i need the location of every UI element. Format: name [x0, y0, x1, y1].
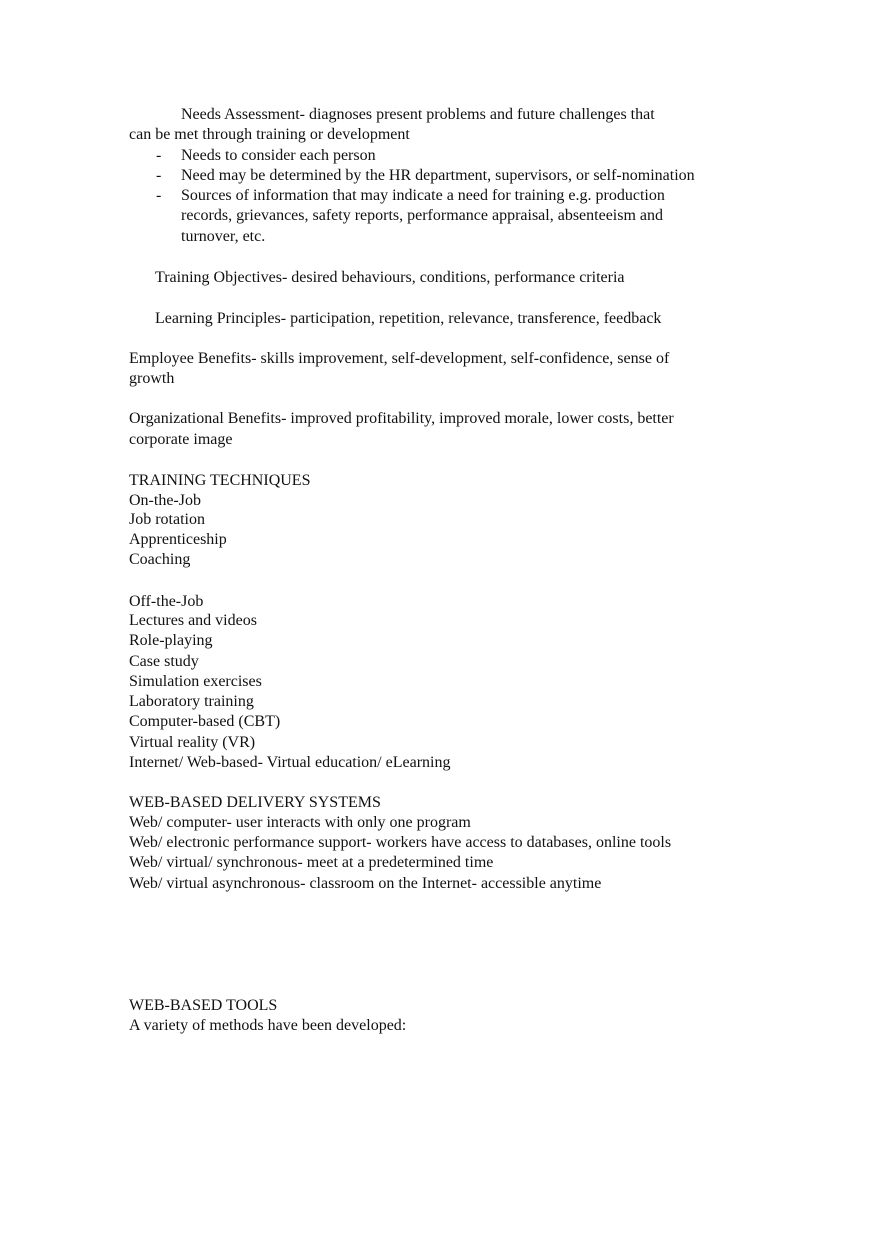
list-item: Laboratory training [129, 693, 254, 710]
list-item: Apprenticeship [129, 531, 227, 548]
list-item: Lectures and videos [129, 612, 257, 629]
needs-assessment-line-2: can be met through training or development [129, 126, 410, 143]
web-tools-intro: A variety of methods have been developed: [129, 1017, 407, 1034]
bullet-marker: - [156, 167, 162, 184]
list-item: Simulation exercises [129, 673, 262, 690]
list-item: Computer-based (CBT) [129, 713, 281, 730]
list-item: Web/ electronic performance support- workers have access to databases, online tools [129, 834, 672, 851]
list-item: Case study [129, 653, 199, 670]
learning-principles: Learning Principles- participation, repetition, relevance, transference, feedback [155, 310, 662, 327]
list-item: Role-playing [129, 632, 213, 649]
organizational-benefits-line-1: Organizational Benefits- improved profitability, improved morale, lower costs, better [129, 410, 674, 427]
needs-bullet-2: Need may be determined by the HR department, supervisors, or self-nomination [181, 167, 695, 184]
list-item: Web/ virtual asynchronous- classroom on the Internet- accessible anytime [129, 875, 602, 892]
organizational-benefits-line-2: corporate image [129, 431, 233, 448]
needs-bullet-3-line-3: turnover, etc. [181, 228, 266, 245]
needs-assessment-line-1: Needs Assessment- diagnoses present problems and future challenges that [181, 106, 655, 123]
training-techniques-heading: TRAINING TECHNIQUES [129, 472, 311, 489]
list-item: Web/ virtual/ synchronous- meet at a predetermined time [129, 854, 494, 871]
list-item: Web/ computer- user interacts with only one program [129, 814, 471, 831]
off-the-job-title: Off-the-Job [129, 593, 204, 610]
bullet-marker: - [156, 147, 162, 164]
employee-benefits-line-2: growth [129, 370, 175, 387]
needs-bullet-1: Needs to consider each person [181, 147, 376, 164]
list-item: Job rotation [129, 511, 205, 528]
web-tools-heading: WEB-BASED TOOLS [129, 997, 278, 1014]
needs-bullet-3-line-2: records, grievances, safety reports, performance appraisal, absenteeism and [181, 207, 664, 224]
training-objectives: Training Objectives- desired behaviours, conditions, performance criteria [155, 269, 625, 286]
list-item: Coaching [129, 551, 191, 568]
web-delivery-heading: WEB-BASED DELIVERY SYSTEMS [129, 794, 381, 811]
employee-benefits-line-1: Employee Benefits- skills improvement, self-development, self-confidence, sense of [129, 350, 670, 367]
bullet-marker: - [156, 187, 162, 204]
on-the-job-title: On-the-Job [129, 492, 201, 509]
needs-bullet-3-line-1: Sources of information that may indicate a need for training e.g. production [181, 187, 665, 204]
list-item: Internet/ Web-based- Virtual education/ eLearning [129, 754, 451, 771]
list-item: Virtual reality (VR) [129, 734, 256, 751]
